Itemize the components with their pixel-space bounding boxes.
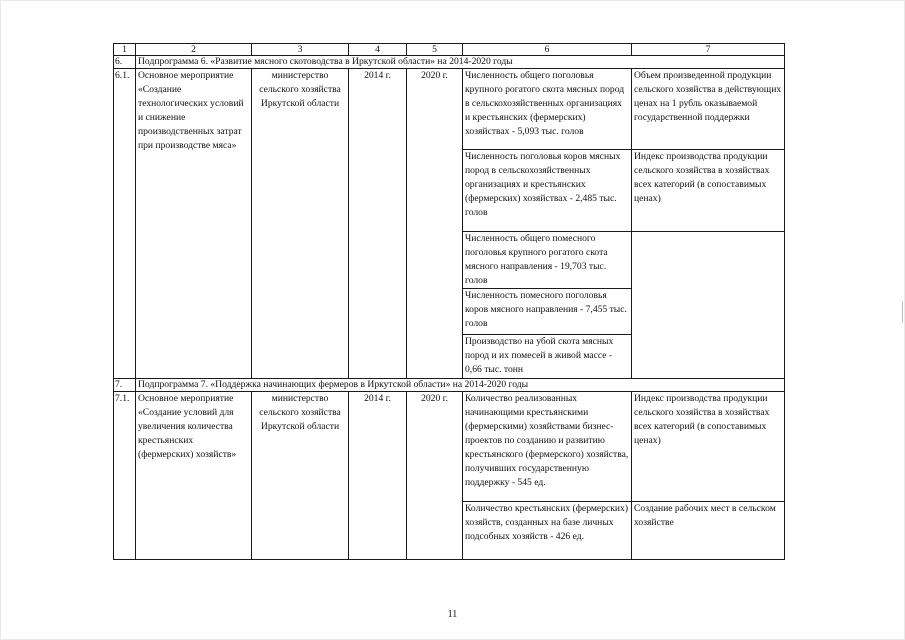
section-6-row [114,56,785,69]
row-7-1-event: Основное мероприятие «Создание условий для увеличения количества крестьянских (фермерских) хозяйств» [136,392,252,560]
section-7-title: Подпрограмма 7. «Поддержка начинающих фермеров в Иркутской области» на 2014-2020 годы [136,379,785,392]
row-7-1-end: 2020 г. [407,392,463,560]
row-7-1-indicator-1: Количество реализованных начинающими крестьянскими (фермерскими) хозяйствами бизнес-проектов по созданию и развитию крестьянского (фермерского) хозяйства, получивших государственную поддержку - 545 ед. [463,392,632,502]
section-7-row [114,379,785,392]
row-6-1-result-2: Индекс производства продукции сельского хозяйства в хозяйствах всех категорий (в сопоставимых ценах) [632,150,785,232]
page-number: 11 [447,609,458,620]
header-row [114,44,785,56]
row-6-1-executor: министерство сельского хозяйства Иркутской области [252,69,349,379]
row-6-1-indicator-1: Численность общего поголовья крупного рогатого скота мясных пород в сельскохозяйственных организациях и крестьянских (фермерских) хозяйствах - 5,093 тыс. голов [463,69,632,150]
section-7-number: 7. [114,379,136,392]
row-6-1-indicator-5: Производство на убой скота мясных пород и их помесей в живой массе - 0,66 тыс. тонн [463,335,632,379]
section-6-title: Подпрограмма 6. «Развитие мясного скотоводства в Иркутской области» на 2014-2020 годы [136,56,785,69]
program-table [113,43,785,560]
row-7-1-part-1 [114,392,785,502]
header-cell-4: 4 [349,44,407,56]
row-6-1-indicator-3: Численность общего помесного поголовья крупного рогатого скота мясного направления - 19,703 тыс. голов [463,232,632,289]
header-cell-1: 1 [114,44,136,56]
header-cell-2: 2 [136,44,252,56]
header-cell-3: 3 [252,44,349,56]
row-7-1-indicator-2: Количество крестьянских (фермерских) хозяйств, созданных на базе личных подсобных хозяйств - 426 ед. [463,502,632,560]
header-cell-6: 6 [463,44,632,56]
row-6-1-number: 6.1. [114,69,136,379]
row-6-1-part-1 [114,69,785,150]
row-6-1-indicator-2: Численность поголовья коров мясных пород в сельскохозяйственных организациях и крестьянских (фермерских) хозяйствах - 2,485 тыс. голов [463,150,632,232]
row-6-1-result-1: Объем произведенной продукции сельского хозяйства в действующих ценах на 1 рубль оказываемой государственной поддержки [632,69,785,150]
section-6-number: 6. [114,56,136,69]
row-7-1-number: 7.1. [114,392,136,560]
header-cell-5: 5 [407,44,463,56]
scan-artifact-mark [902,301,903,323]
row-7-1-start: 2014 г. [349,392,407,560]
row-7-1-result-1: Индекс производства продукции сельского хозяйства в хозяйствах всех категорий (в сопоставимых ценах) [632,392,785,502]
row-6-1-start: 2014 г. [349,69,407,379]
row-6-1-indicator-4: Численность помесного поголовья коров мясного направления - 7,455 тыс. голов [463,289,632,335]
header-cell-7: 7 [632,44,785,56]
row-7-1-result-2: Создание рабочих мест в сельском хозяйстве [632,502,785,560]
row-7-1-executor: министерство сельского хозяйства Иркутской области [252,392,349,560]
row-6-1-end: 2020 г. [407,69,463,379]
row-6-1-result-3 [632,232,785,379]
row-6-1-event: Основное мероприятие «Создание технологических условий и снижение производственных затрат при производстве мяса» [136,69,252,379]
